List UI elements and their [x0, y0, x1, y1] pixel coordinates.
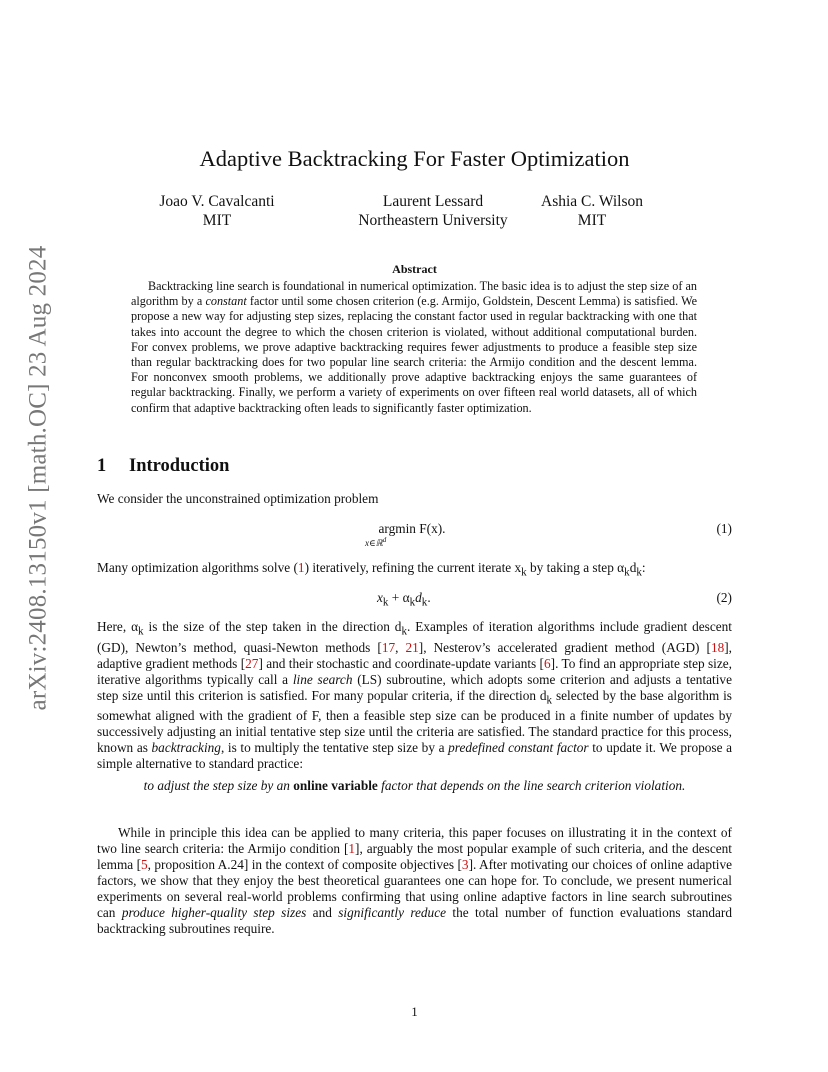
author-affiliation: Northeastern University: [358, 212, 508, 229]
arxiv-identifier-text: arXiv:2408.13150v1 [math.OC] 23 Aug 2024: [24, 245, 52, 711]
citation-link[interactable]: 3: [461, 857, 469, 872]
paragraph: Many optimization algorithms solve (1) iteratively, refining the current iterate $x_k$ by taking a step $\alpha_kd_k$:: [97, 560, 646, 579]
citation-link[interactable]: 18: [710, 639, 725, 655]
author-name: Joao V. Cavalcanti: [159, 193, 275, 210]
intro-paragraph: We consider the unconstrained optimization problem: [97, 491, 379, 506]
equation-reference-link[interactable]: 1: [297, 560, 305, 575]
section-number: 1: [97, 456, 107, 476]
citation-link[interactable]: 6: [543, 655, 551, 671]
author-block: [333, 192, 533, 230]
author-block: [142, 192, 292, 230]
equation-number: (1): [716, 521, 732, 536]
emphasis: line search: [292, 671, 353, 687]
citation-link[interactable]: 1: [348, 841, 356, 856]
emphasis: produce higher-quality step sizes: [121, 905, 307, 920]
equation-body: $x_k + \alpha_kd_k$.: [377, 590, 431, 609]
abstract-heading: Abstract: [392, 262, 437, 276]
author-name: Ashia C. Wilson: [541, 193, 643, 210]
page-number: 1: [411, 1004, 418, 1019]
emphasis: predefined constant factor: [448, 740, 589, 756]
citation-link[interactable]: 17: [381, 639, 396, 655]
key-idea-statement: to adjust the step size by an online variable factor that depends on the line search criterion violation.: [143, 778, 686, 793]
arxiv-identifier-stamp: [18, 245, 58, 711]
citation-link[interactable]: 21: [405, 639, 419, 655]
author-block: [527, 192, 657, 230]
section-title: Introduction: [129, 456, 230, 476]
equation-2: [97, 590, 732, 608]
equation-subscript: x∈ℝ$^d$: [365, 536, 387, 548]
equation-body: argmin F(x). x∈ℝ$^d$: [367, 521, 457, 549]
equation-number: (2): [716, 590, 732, 605]
bold-emphasis: online variable: [293, 778, 378, 793]
abstract-text: Backtracking line search is foundational in numerical optimization. The basic idea is to adjust the step size of an algorithm by a constant factor until some chosen criterion (e.g. Armijo, Goldstein, Descent Lemma) is satisfied. We propose a new way for adjusting step sizes, replacing the constant factor used in regular backtracking with one that takes into account the degree to which the chosen criterion is violated, without additional computational burden. For convex problems, we prove adaptive backtracking requires fewer adjustments to produce a feasible step size than regular backtracking does for two popular line search criteria: the Armijo condition and the descent lemma. For nonconvex smooth problems, we additionally prove adaptive backtracking enjoys the same guarantees of regular backtracking. Finally, we perform a variety of experiments on over fifteen real world datasets, all of which confirm that adaptive backtracking often leads to significantly faster optimization.: [131, 279, 698, 415]
emphasis: significantly reduce: [338, 905, 447, 920]
citation-link[interactable]: 27: [245, 655, 259, 671]
section-heading: [97, 456, 229, 477]
author-affiliation: MIT: [577, 212, 607, 229]
paper-title: Adaptive Backtracking For Faster Optimization: [199, 146, 630, 171]
paragraph: Here, $\alpha_k$ is the size of the step taken in the direction $d_k$. Examples of iteration algorithms include gradient descent (GD), Newton’s method, quasi-Newton methods [17, 21], Nesterov’s accelerated gradient method (AGD) [18], adaptive gradient methods [27] and their stochastic and coordinate-update variants [6]. To find an appropriate step size, iterative algorithms typically call a line search (LS) subroutine, which adopts some criterion and adjusts a tentative step size until this criterion is satisfied. For many popular criteria, if the direction $d_k$ selected by the base algorithm is somewhat aligned with the gradient of F, then a feasible step size can be produced in a finite number of updates by successively adjusting an initial tentative step size until the criteria are satisfied. The standard practice for this process, known as backtracking, is to multiply the tentative step size by a predefined constant factor to update it. We propose a simple alternative to standard practice:: [97, 619, 732, 772]
emphasis: backtracking: [151, 740, 221, 756]
emphasis: constant: [205, 294, 247, 309]
author-name: Laurent Lessard: [382, 193, 484, 210]
citation-link[interactable]: 5: [141, 857, 148, 872]
paragraph: While in principle this idea can be applied to many criteria, this paper focuses on illustrating it in the context of two line search criteria: the Armijo condition [1], arguably the most popular example of such criteria, and the descent lemma [5, proposition A.24] in the context of composite objectives [3]. After motivating our choices of online adaptive factors, we show that they enjoy the best theoretical guarantees one can hope for. To conclude, we present numerical experiments on several real-world problems confirming that using online adaptive factors in line search subroutines can produce higher-quality step sizes and significantly reduce the total number of function evaluations standard backtracking subroutines require.: [97, 825, 733, 936]
equation-1: [97, 521, 732, 551]
author-affiliation: MIT: [202, 212, 232, 229]
